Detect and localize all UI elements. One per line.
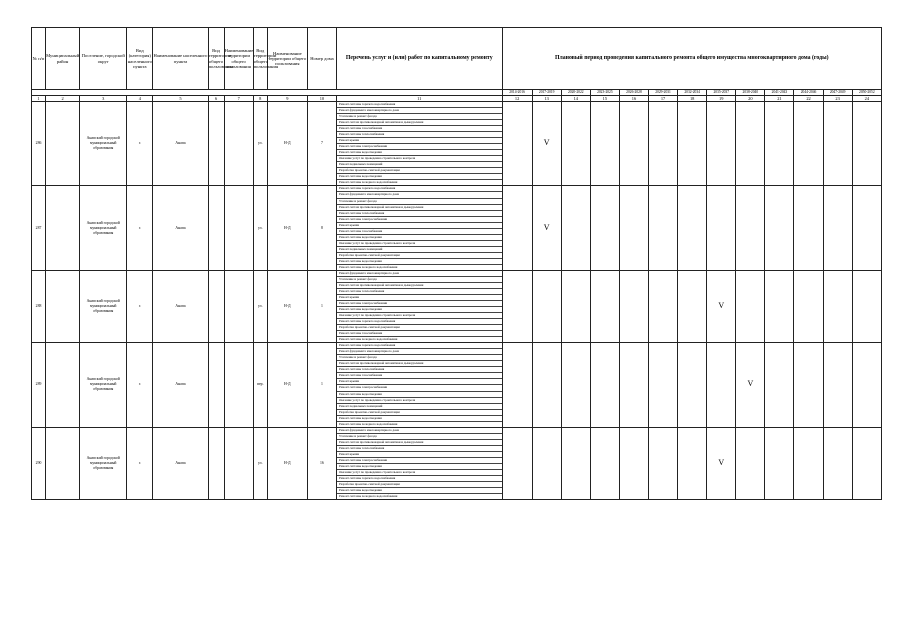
row-place-name: Анапа <box>153 270 208 342</box>
period-cell <box>678 427 707 499</box>
header-works: Перечень услуг и (или) работ по капитальному ремонту <box>336 28 502 90</box>
period-cell <box>619 102 648 186</box>
column-number: 18 <box>678 96 707 102</box>
header-street-type: Вид территории общего пользования <box>208 28 224 90</box>
column-number: 6 <box>208 96 224 102</box>
work-item: Разработка проектно-сметной документации <box>337 253 502 259</box>
period-header: 2050-2052 <box>852 90 881 96</box>
period-cell <box>765 186 794 270</box>
period-cell <box>765 343 794 427</box>
row-works-list <box>336 343 502 427</box>
row-common-type: ул. <box>253 427 267 499</box>
period-cell <box>852 102 881 186</box>
work-item: Ремонт системы холодного водоснабжения <box>338 264 398 269</box>
period-cell <box>590 427 619 499</box>
work-item: Ремонт систем противопожарной автоматики и дымоудаления <box>337 283 502 289</box>
row-common-name: Н-Д <box>267 102 307 186</box>
period-cell <box>502 102 532 186</box>
work-item: Ремонт системы водоотведения <box>337 259 502 265</box>
row-district <box>46 427 80 499</box>
period-cell <box>561 102 590 186</box>
period-cell <box>852 186 881 270</box>
period-cell <box>502 427 532 499</box>
row-works-list <box>336 427 502 499</box>
period-cell <box>707 102 736 186</box>
row-place-type: г. <box>127 186 153 270</box>
work-item: Ремонт системы горячего водоснабжения <box>337 476 502 482</box>
work-item: Ремонт системы водоотведения <box>337 464 502 470</box>
period-header: 2026-2028 <box>619 90 648 96</box>
column-number: 22 <box>794 96 823 102</box>
row-num: 287 <box>32 186 46 270</box>
row-common-name: Н-Д <box>267 186 307 270</box>
row-common-name: Н-Д <box>267 427 307 499</box>
period-cell <box>502 186 532 270</box>
column-number: 12 <box>502 96 532 102</box>
row-common-type: ул. <box>253 186 267 270</box>
period-cell <box>823 427 852 499</box>
period-cell <box>619 343 648 427</box>
work-item: Утепление и ремонт фасада <box>337 277 502 283</box>
row-house-num: 16 <box>307 427 336 499</box>
period-header: 2041-2043 <box>765 90 794 96</box>
period-cell <box>707 343 736 427</box>
row-place-name: Анапа <box>153 343 208 427</box>
period-cell <box>532 102 561 186</box>
period-header: 2032-2034 <box>678 90 707 96</box>
work-item: Ремонт системы электроснабжения <box>337 385 502 391</box>
table-row <box>32 427 882 499</box>
work-item: Ремонт системы теплоснабжения <box>337 289 502 295</box>
work-item: Разработка проектно-сметной документации <box>337 168 502 174</box>
table-row <box>32 343 882 427</box>
period-cell <box>707 427 736 499</box>
period-cell <box>823 270 852 342</box>
row-num: 286 <box>32 102 46 186</box>
work-item: Ремонт системы холодного водоснабжения <box>338 337 398 342</box>
row-place-type: г. <box>127 343 153 427</box>
period-cell <box>852 427 881 499</box>
period-cell <box>678 186 707 270</box>
work-item: Ремонт крыши <box>337 138 502 144</box>
table-row <box>32 270 882 342</box>
work-item: Разработка проектно-сметной документации <box>337 410 502 416</box>
work-item: Оказание услуг по проведению строительного контроля <box>337 156 502 162</box>
work-item: Разработка проектно-сметной документации <box>337 325 502 331</box>
row-settlement: Анапский городской муниципальный образования <box>80 186 127 270</box>
period-cell <box>678 270 707 342</box>
column-number: 20 <box>736 96 765 102</box>
period-cell <box>852 343 881 427</box>
header-district: Муниципальный район <box>46 28 80 90</box>
row-common-name: Н-Д <box>267 343 307 427</box>
period-cell <box>532 270 561 342</box>
work-item: Утепление и ремонт фасада <box>337 355 502 361</box>
period-header: 2017-2019 <box>532 90 561 96</box>
column-number: 15 <box>590 96 619 102</box>
row-street-name <box>224 186 253 270</box>
period-cell <box>649 270 678 342</box>
work-item: Ремонт подвальных помещений <box>337 247 502 253</box>
period-cell <box>736 343 765 427</box>
work-item: Ремонт системы водоотведения <box>337 235 502 241</box>
row-place-name: Анапа <box>153 186 208 270</box>
row-common-type: пер. <box>253 343 267 427</box>
work-item: Ремонт системы горячего водоснабжения <box>337 343 502 349</box>
work-item: Ремонт системы водоотведения <box>337 488 502 494</box>
work-item: Утепление и ремонт фасада <box>337 434 502 440</box>
work-item: Разработка проектно-сметной документации <box>337 482 502 488</box>
work-item: Ремонт системы электроснабжения <box>337 144 502 150</box>
column-number: 1 <box>32 96 46 102</box>
period-cell <box>736 186 765 270</box>
period-cell <box>678 102 707 186</box>
period-header: 2047-2049 <box>823 90 852 96</box>
row-street-name <box>224 102 253 186</box>
work-item: Ремонт системы холодного водоснабжения <box>338 180 398 185</box>
column-number: 21 <box>765 96 794 102</box>
period-cell <box>649 102 678 186</box>
period-cell <box>590 102 619 186</box>
work-item: Ремонт крыши <box>337 452 502 458</box>
column-number: 2 <box>46 96 80 102</box>
header-common-name: Наименование территории общего пользования <box>267 28 307 90</box>
work-item: Ремонт систем противопожарной автоматики и дымоудаления <box>337 440 502 446</box>
work-item: Утепление и ремонт фасада <box>337 114 502 120</box>
row-street-name <box>224 427 253 499</box>
column-number: 14 <box>561 96 590 102</box>
work-item: Ремонт системы холодного водоснабжения <box>338 421 398 426</box>
work-item: Ремонт системы водоотведения <box>337 174 502 180</box>
period-header: 2038-2040 <box>736 90 765 96</box>
work-item: Ремонт системы теплоснабжения <box>337 367 502 373</box>
period-cell <box>765 270 794 342</box>
work-item: Ремонт систем противопожарной автоматики и дымоудаления <box>337 120 502 126</box>
work-item: Ремонт системы газоснабжения <box>337 229 502 235</box>
row-num: 289 <box>32 343 46 427</box>
row-place-name: Анапа <box>153 102 208 186</box>
table-body <box>32 102 882 500</box>
work-item: Оказание услуг по проведению строительного контроля <box>337 241 502 247</box>
row-place-type: г. <box>127 270 153 342</box>
period-cell <box>532 427 561 499</box>
period-cell <box>532 343 561 427</box>
capital-repair-table-page <box>31 27 882 552</box>
row-common-name: Н-Д <box>267 270 307 342</box>
row-common-type: ул. <box>253 102 267 186</box>
work-item: Ремонт подвальных помещений <box>337 162 502 168</box>
planned-mark: V <box>718 301 725 311</box>
row-house-num: 8 <box>307 186 336 270</box>
period-cell <box>736 427 765 499</box>
period-cell <box>852 270 881 342</box>
column-number: 11 <box>336 96 502 102</box>
column-number: 17 <box>649 96 678 102</box>
period-cell <box>707 186 736 270</box>
row-place-type: г. <box>127 427 153 499</box>
work-item: Ремонт системы холодного водоснабжения <box>338 494 398 499</box>
work-item: Оказание услуг по проведению строительного контроля <box>337 470 502 476</box>
work-item: Ремонт системы газоснабжения <box>337 373 502 379</box>
row-works-list <box>336 186 502 270</box>
row-street-type <box>208 270 224 342</box>
period-cell <box>561 186 590 270</box>
row-place-name: Анапа <box>153 427 208 499</box>
row-street-type <box>208 427 224 499</box>
period-cell <box>502 343 532 427</box>
row-street-name <box>224 343 253 427</box>
planned-mark: V <box>543 138 550 148</box>
row-district <box>46 186 80 270</box>
column-number: 7 <box>224 96 253 102</box>
period-cell <box>678 343 707 427</box>
row-settlement: Анапский городской муниципальный образования <box>80 343 127 427</box>
period-cell <box>619 270 648 342</box>
period-cell <box>794 270 823 342</box>
period-cell <box>561 427 590 499</box>
period-header: 2029-2031 <box>649 90 678 96</box>
period-cell <box>502 270 532 342</box>
row-street-type <box>208 343 224 427</box>
header-settlement: Поселение, городской округ <box>80 28 127 90</box>
period-cell <box>794 102 823 186</box>
row-num: 288 <box>32 270 46 342</box>
work-item: Утепление и ремонт фасада <box>337 199 502 205</box>
work-item: Ремонт системы газоснабжения <box>337 126 502 132</box>
planned-mark: V <box>747 379 754 389</box>
work-item: Ремонт системы водоотведения <box>337 307 502 313</box>
column-number: 4 <box>127 96 153 102</box>
column-number: 9 <box>267 96 307 102</box>
period-cell <box>649 186 678 270</box>
capital-repair-table <box>31 27 882 500</box>
period-cell <box>590 343 619 427</box>
column-number: 8 <box>253 96 267 102</box>
row-place-type: г. <box>127 102 153 186</box>
period-header: 2020-2022 <box>561 90 590 96</box>
work-item: Ремонт крыши <box>337 379 502 385</box>
header-street-name: Наименование территории общего пользования <box>224 28 253 90</box>
period-cell <box>619 427 648 499</box>
period-cell <box>561 270 590 342</box>
work-item: Ремонт системы электроснабжения <box>337 301 502 307</box>
period-cell <box>794 427 823 499</box>
work-item: Ремонт фундамента многоквартирного дома <box>337 271 502 277</box>
period-cell <box>794 186 823 270</box>
planned-mark: V <box>718 457 725 467</box>
period-cell <box>532 186 561 270</box>
header-common-type: Вид территории общего пользования <box>253 28 267 90</box>
work-item: Ремонт системы теплоснабжения <box>337 132 502 138</box>
row-street-type <box>208 102 224 186</box>
column-number: 19 <box>707 96 736 102</box>
row-settlement: Анапский городской муниципальный образования <box>80 427 127 499</box>
period-cell <box>765 102 794 186</box>
row-works-list <box>336 270 502 342</box>
work-item: Ремонт систем противопожарной автоматики и дымоудаления <box>337 361 502 367</box>
column-number: 13 <box>532 96 561 102</box>
header-num: № п/п <box>32 28 46 90</box>
table-row <box>32 186 882 270</box>
row-district <box>46 343 80 427</box>
row-district <box>46 102 80 186</box>
column-number: 23 <box>823 96 852 102</box>
row-house-num: 1 <box>307 343 336 427</box>
work-item: Ремонт системы водоотведения <box>337 150 502 156</box>
period-cell <box>649 427 678 499</box>
work-item: Ремонт фундамента многоквартирного дома <box>337 192 502 198</box>
work-item: Ремонт системы горячего водоснабжения <box>337 102 502 108</box>
period-header: 2035-2037 <box>707 90 736 96</box>
period-cell <box>823 102 852 186</box>
column-number: 10 <box>307 96 336 102</box>
period-cell <box>794 343 823 427</box>
work-item: Ремонт системы водоотведения <box>337 392 502 398</box>
row-works-list <box>336 102 502 186</box>
column-number: 5 <box>153 96 208 102</box>
period-cell <box>823 186 852 270</box>
work-item: Ремонт крыши <box>337 295 502 301</box>
row-num: 290 <box>32 427 46 499</box>
work-item: Ремонт системы газоснабжения <box>337 331 502 337</box>
work-item: Ремонт фундамента многоквартирного дома <box>337 108 502 114</box>
work-item: Оказание услуг по проведению строительного контроля <box>337 398 502 404</box>
column-number: 3 <box>80 96 127 102</box>
header-place-type: Вид (категория) населенного пункта <box>127 28 153 90</box>
work-item: Ремонт системы горячего водоснабжения <box>337 319 502 325</box>
header-period-title: Плановый период проведения капитального ремонта общего имущества многоквартирного дома (годы) <box>502 28 881 90</box>
period-cell <box>561 343 590 427</box>
row-house-num: 7 <box>307 102 336 186</box>
period-header: 2014-2016 <box>502 90 532 96</box>
period-cell <box>765 427 794 499</box>
work-item: Ремонт системы электроснабжения <box>337 458 502 464</box>
work-item: Ремонт системы электроснабжения <box>337 217 502 223</box>
work-item: Оказание услуг по проведению строительного контроля <box>337 313 502 319</box>
header-house-num: Номер дома <box>307 28 336 90</box>
table-row <box>32 102 882 186</box>
column-number: 16 <box>619 96 648 102</box>
period-cell <box>823 343 852 427</box>
period-cell <box>707 270 736 342</box>
work-item: Ремонт фундамента многоквартирного дома <box>337 428 502 434</box>
column-number: 24 <box>852 96 881 102</box>
work-item: Ремонт крыши <box>337 223 502 229</box>
period-header: 2023-2025 <box>590 90 619 96</box>
work-item: Ремонт подвальных помещений <box>337 404 502 410</box>
period-header: 2044-2046 <box>794 90 823 96</box>
work-item: Ремонт системы теплоснабжения <box>337 446 502 452</box>
row-common-type: ул. <box>253 270 267 342</box>
period-cell <box>590 270 619 342</box>
row-street-type <box>208 186 224 270</box>
period-cell <box>649 343 678 427</box>
period-cell <box>736 270 765 342</box>
period-cell <box>590 186 619 270</box>
planned-mark: V <box>543 222 550 232</box>
work-item: Ремонт системы водоотведения <box>337 416 502 422</box>
period-cell <box>619 186 648 270</box>
row-settlement: Анапский городской муниципальный образования <box>80 102 127 186</box>
header-place-name: Наименование населенного пункта <box>153 28 208 90</box>
row-settlement: Анапский городской муниципальный образования <box>80 270 127 342</box>
work-item: Ремонт фундамента многоквартирного дома <box>337 349 502 355</box>
row-street-name <box>224 270 253 342</box>
period-cell <box>736 102 765 186</box>
work-item: Ремонт системы теплоснабжения <box>337 211 502 217</box>
work-item: Ремонт систем противопожарной автоматики и дымоудаления <box>337 205 502 211</box>
row-district <box>46 270 80 342</box>
row-house-num: 1 <box>307 270 336 342</box>
work-item: Ремонт системы горячего водоснабжения <box>337 186 502 192</box>
